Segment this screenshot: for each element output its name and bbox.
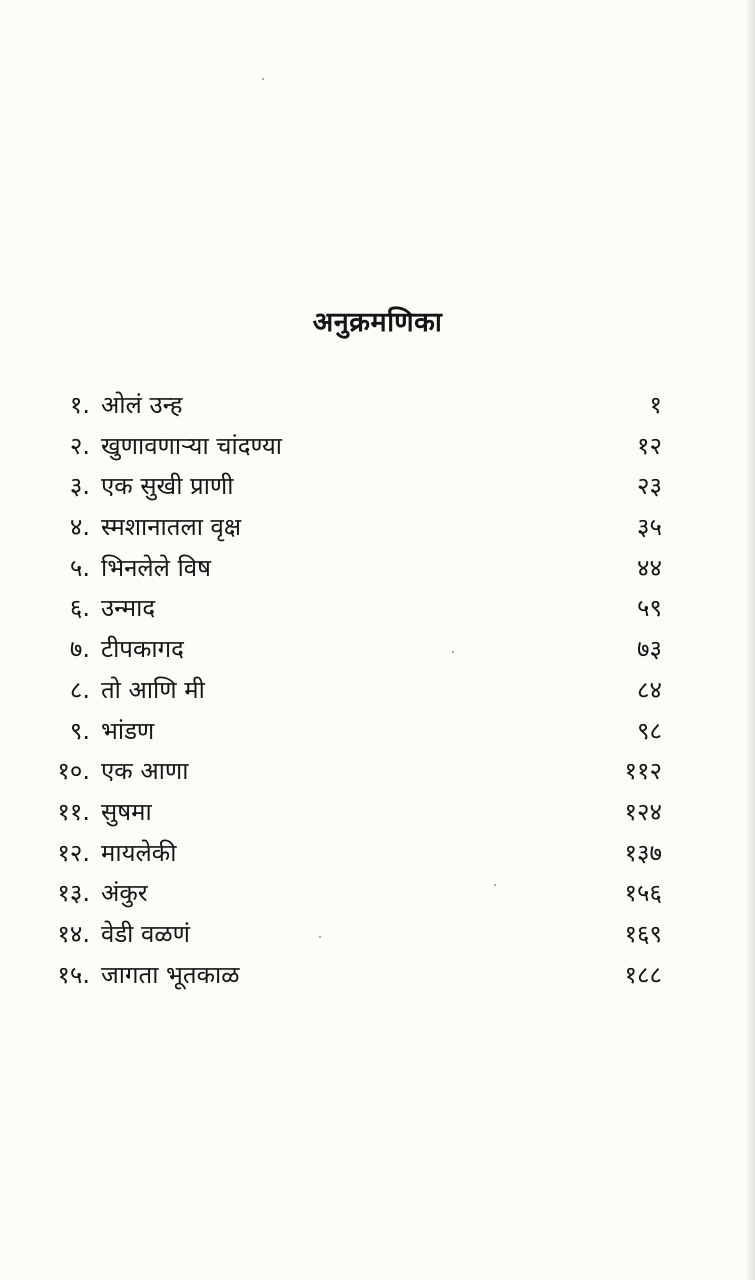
entry-title: वेडी वळणं — [101, 919, 190, 948]
paper-speck — [319, 936, 321, 938]
entry-number: ९. — [69, 716, 90, 745]
entry-page-number: ५९ — [637, 594, 662, 623]
toc-entry — [0, 873, 755, 914]
entry-title: भांडण — [101, 716, 155, 745]
entry-page-number: १ — [649, 391, 662, 419]
entry-number: १०. — [57, 757, 90, 786]
entry-page-number: ८४ — [637, 675, 662, 704]
entry-page-number: १८८ — [624, 960, 662, 989]
entry-title: जागता भूतकाळ — [101, 960, 240, 989]
entry-title: खुणावणाऱ्या चांदण्या — [101, 431, 283, 460]
toc-entry — [0, 914, 755, 955]
table-of-contents — [0, 385, 755, 995]
entry-title: स्मशानातला वृक्ष — [101, 513, 242, 542]
entry-title: तो आणि मी — [101, 675, 205, 704]
entry-page-number: ११२ — [624, 757, 662, 786]
toc-entry — [0, 426, 755, 467]
entry-number: १२. — [57, 838, 90, 867]
toc-entry — [0, 629, 755, 670]
toc-entry — [0, 751, 755, 792]
entry-number: १५. — [57, 960, 90, 989]
entry-number: २. — [69, 431, 90, 460]
entry-title: उन्माद — [101, 594, 156, 623]
toc-entry — [0, 385, 755, 426]
entry-title: अंकुर — [101, 879, 148, 908]
entry-number: ६. — [69, 594, 90, 623]
entry-title: एक सुखी प्राणी — [101, 472, 234, 501]
toc-entry — [0, 833, 755, 874]
toc-entry — [0, 955, 755, 996]
entry-page-number: १६९ — [624, 919, 662, 948]
entry-number: ८. — [69, 675, 90, 704]
entry-number: ४. — [69, 513, 90, 542]
paper-speck — [452, 651, 454, 653]
toc-entry — [0, 507, 755, 548]
entry-page-number: १२ — [637, 431, 662, 460]
entry-page-number: १३७ — [624, 838, 662, 867]
entry-title: ओलं उन्ह — [101, 391, 183, 419]
entry-title: टीपकागद — [101, 635, 184, 664]
entry-page-number: ४४ — [637, 553, 662, 582]
page-title: अनुक्रमणिका — [312, 307, 443, 338]
entry-title: मायलेकी — [101, 838, 177, 867]
toc-entry — [0, 466, 755, 507]
toc-entry — [0, 711, 755, 752]
entry-number: ११. — [57, 797, 90, 826]
entry-page-number: ३५ — [637, 513, 662, 542]
entry-title: एक आणा — [101, 757, 189, 786]
toc-entry — [0, 588, 755, 629]
toc-entry — [0, 792, 755, 833]
paper-speck — [262, 78, 264, 80]
entry-page-number: ७३ — [637, 635, 662, 664]
entry-title: भिनलेले विष — [101, 553, 212, 582]
entry-title: सुषमा — [101, 797, 152, 826]
toc-entry — [0, 548, 755, 589]
entry-number: १३. — [57, 879, 90, 908]
entry-number: ७. — [69, 635, 90, 664]
entry-page-number: १२४ — [624, 797, 662, 826]
entry-page-number: ९८ — [637, 716, 662, 745]
entry-number: ३. — [69, 472, 90, 501]
toc-entry — [0, 670, 755, 711]
paper-speck — [494, 884, 496, 886]
entry-number: ५. — [69, 553, 90, 582]
entry-number: १. — [69, 391, 90, 419]
entry-page-number: १५६ — [624, 879, 662, 908]
entry-page-number: २३ — [637, 472, 662, 501]
entry-number: १४. — [57, 919, 90, 948]
